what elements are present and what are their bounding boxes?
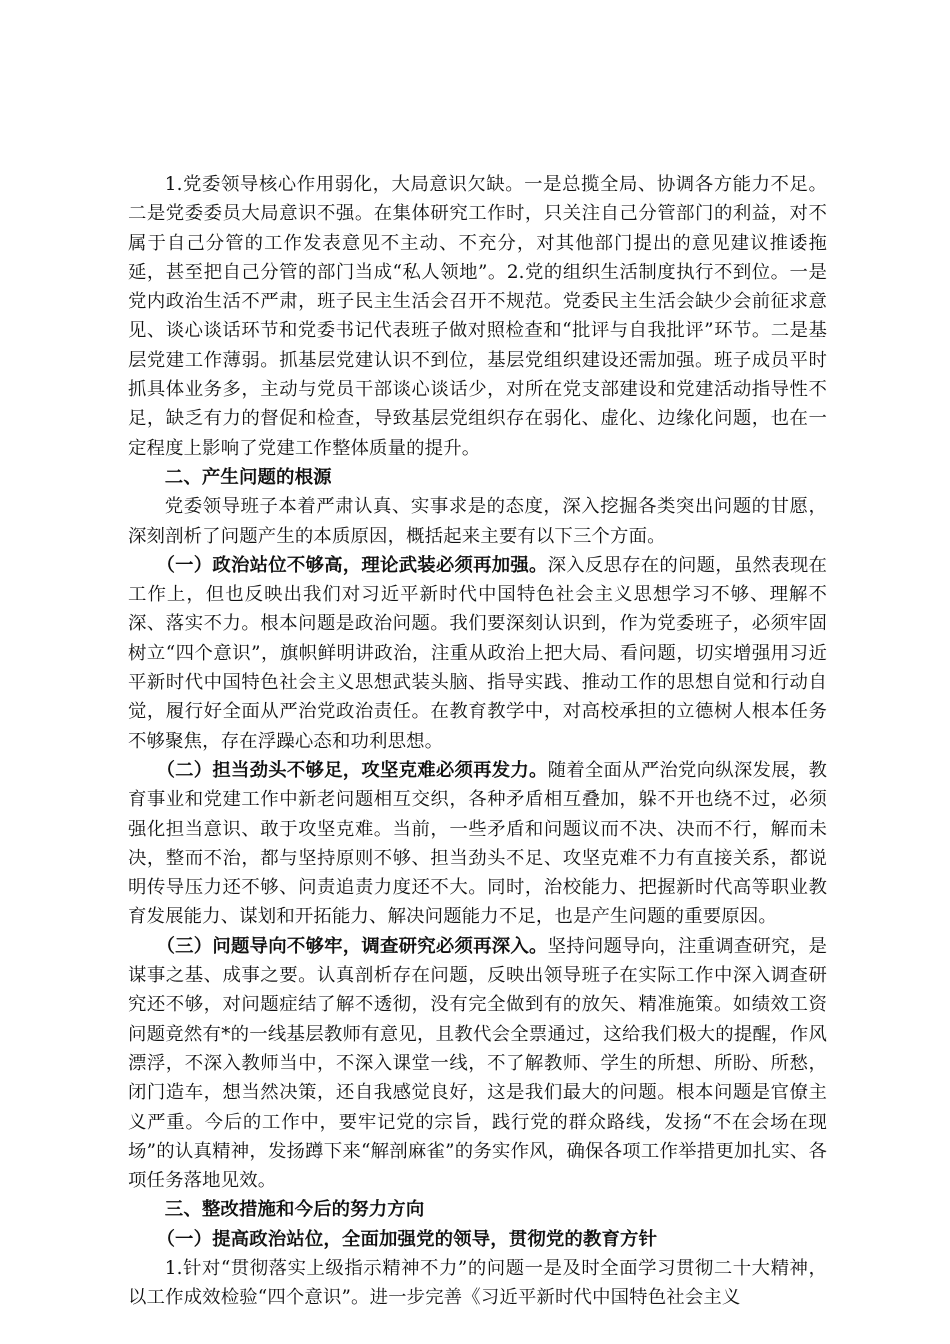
section-heading-rectification: 三、整改措施和今后的努力方向 xyxy=(164,1199,425,1221)
document-body xyxy=(128,170,827,1313)
paragraph-cause-3 xyxy=(128,932,827,1196)
subheading-political-stance: （一）提高政治站位，全面加强党的领导，贯彻党的教育方针 xyxy=(156,1228,658,1250)
paragraph-cause-1 xyxy=(128,551,827,756)
paragraph-problems-detail: 1.党委领导核心作用弱化，大局意识欠缺。一是总揽全局、协调各方能力不足。二是党委委员大局意识不强。在集体研究工作时，只关注自己分管部门的利益，对不属于自己分管的工作发表意见不主动、不充分，对其他部门提出的意见建议推诿拖延，甚至把自己分管的部门当成“私人领地”。2.党的组织生活制度执行不到位。一是党内政治生活不严肃，班子民主生活会召开不规范。党委民主生活会缺少会前征求意见、谈心谈话环节和党委书记代表班子做对照检查和“批评与自我批评”环节。二是基层党建工作薄弱。抓基层党建认识不到位，基层党组织建设还需加强。班子成员平时抓具体业务多，主动与党员干部谈心谈话少，对所在党支部建设和党建活动指导性不足，缺乏有力的督促和检查，导致基层党组织存在弱化、虚化、边缘化问题，也在一定程度上影响了党建工作整体质量的提升。 xyxy=(128,174,827,459)
paragraph-cause-2 xyxy=(128,756,827,932)
cause-1-body: 深入反思存在的问题，虽然表现在工作上，但也反映出我们对习近平新时代中国特色社会主义思想学习不够、理解不深、落实不力。根本问题是政治问题。我们要深刻认识到，作为党委班子，必须牢固树立“四个意识”，旗帜鲜明讲政治，注重从政治上把大局、看问题，切实增强用习近平新时代中国特色社会主义思想武装头脑、指导实践、推动工作的思想自觉和行动自觉，履行好全面从严治党政治责任。在教育教学中，对高校承担的立德树人根本任务不够聚焦，存在浮躁心态和功利思想。 xyxy=(128,554,827,752)
paragraph-root-causes-intro: 党委领导班子本着严肃认真、实事求是的态度，深入挖掘各类突出问题的甘愿，深刻剖析了问题产生的本质原因，概括起来主要有以下三个方面。 xyxy=(128,496,827,547)
cause-2-body: 随着全面从严治党向纵深发展，教育事业和党建工作中新老问题相互交织，各种矛盾相互叠加，躲不开也绕不过，必须强化担当意识、敢于攻坚克难。当前，一些矛盾和问题议而不决、决而不行，解而未决，整而不治，都与坚持原则不够、担当劲头不足、攻坚克难不力有直接关系，都说明传导压力还不够、问责追责力度还不大。同时，治校能力、把握新时代高等职业教育发展能力、谋划和开拓能力、解决问题能力不足，也是产生问题的重要原因。 xyxy=(128,759,827,928)
paragraph-rectification-1: 1.针对“贯彻落实上级指示精神不力”的问题一是及时全面学习贯彻二十大精神，以工作成效检验“四个意识”。进一步完善《习近平新时代中国特色社会主义 xyxy=(128,1257,827,1309)
section-heading-root-causes: 二、产生问题的根源 xyxy=(164,466,332,488)
cause-3-body: 坚持问题导向，注重调查研究，是谋事之基、成事之要。认真剖析存在问题，反映出领导班子在实际工作中深入调查研究还不够，对问题症结了解不透彻，没有完全做到有的放矢、精准施策。如绩效工资问题竟然有*的一线基层教师有意见，且教代会全票通过，这给我们极大的提醒，作风漂浮，不深入教师当中，不深入课堂一线，不了解教师、学生的所想、所盼、所愁，闭门造车，想当然决策，还自我感觉良好，这是我们最大的问题。根本问题是官僚主义严重。今后的工作中，要牢记党的宗旨，践行党的群众路线，发扬“不在会场在现场”的认真精神，发扬蹲下来“解剖麻雀”的务实作风，确保各项工作举措更加扎实、各项任务落地见效。 xyxy=(128,935,827,1192)
cause-1-lead: （一）政治站位不够高，理论武装必须再加强。 xyxy=(156,554,548,576)
cause-2-lead: （二）担当劲头不够足，攻坚克难必须再发力。 xyxy=(156,759,548,781)
cause-3-lead: （三）问题导向不够牢，调查研究必须再深入。 xyxy=(156,935,548,957)
